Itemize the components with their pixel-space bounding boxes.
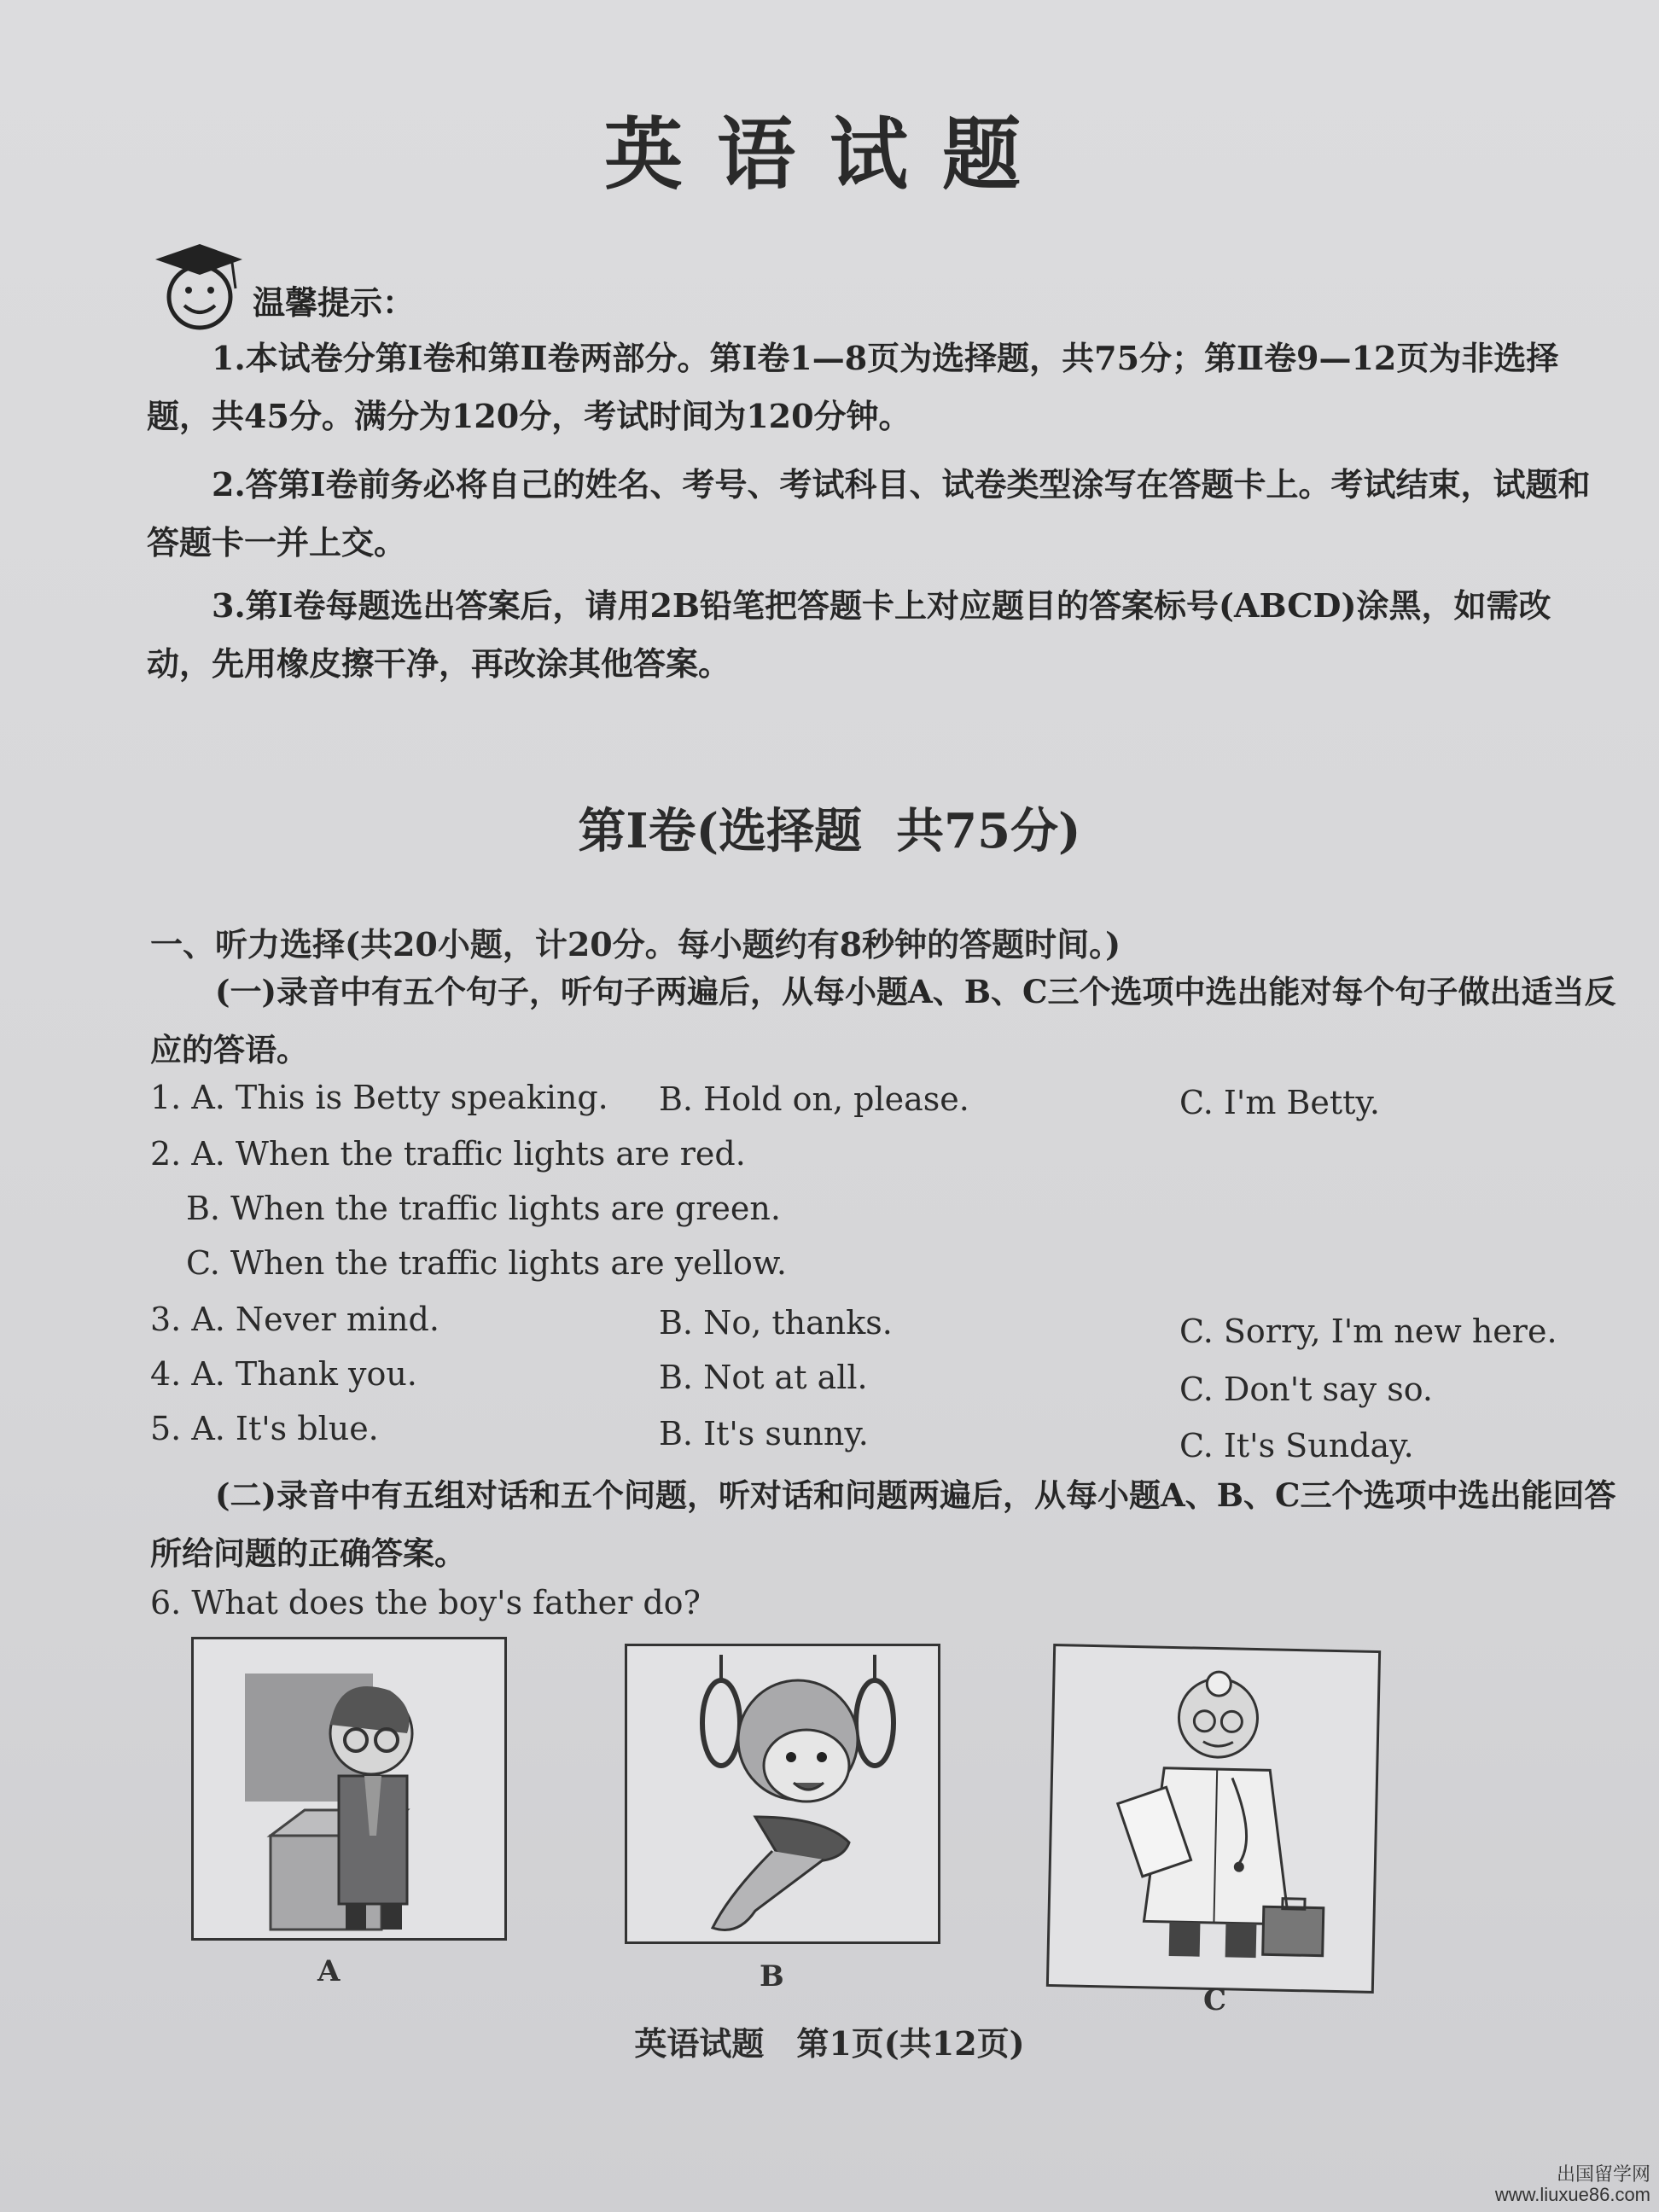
tip-item-1: 1.本试卷分第Ⅰ卷和第Ⅱ卷两部分。第Ⅰ卷1—8页为选择题，共75分；第Ⅱ卷9—12页为非选择题，共45分。满分为120分，考试时间为120分钟。 [147,339,1559,435]
q2-option-c: C. When the traffic lights are yellow. [186,1244,787,1282]
teacher-illustration [194,1639,504,1938]
q1-option-a: 1. A. This is Betty speaking. [150,1079,608,1116]
section-title-score: 共75分) [896,803,1081,859]
q6-picture-a[interactable] [191,1637,507,1941]
part1-instructions-1: (一)录音中有五个句子，听句子两遍后，从每小题A、B、C三个选项中选出能对每个句子做出适当反应的答语。 [150,973,1616,1068]
q6-question: 6. What does the boy's father do? [150,1584,701,1621]
q6-label-b: B [760,1959,784,1994]
page-footer: 英语试题 第1页(共12页) [634,2024,1025,2063]
site-watermark [1495,2164,1650,2205]
section-title-main: 第Ⅰ卷(选择题 [578,803,863,859]
smiley-graduate-icon [147,241,247,335]
q4-option-c: C. Don't say so. [1179,1371,1433,1408]
q5-option-a: 5. A. It's blue. [150,1410,379,1447]
q4-option-a: 4. A. Thank you. [150,1355,417,1393]
q3-option-b: B. No, thanks. [659,1304,893,1342]
watermark-name: 出国留学网 [1556,2163,1650,2185]
section-title [0,794,1659,862]
part1-heading: 一、听力选择(共20小题，计20分。每小题约有8秒钟的答题时间。) [150,925,1121,963]
tip-item-2: 2.答第Ⅰ卷前务必将自己的姓名、考号、考试科目、试卷类型涂写在答题卡上。考试结束，试题和答题卡一并上交。 [147,465,1591,562]
doctor-illustration [1049,1646,1378,1991]
tips-label: 温馨提示： [253,283,416,322]
q2-option-b: B. When the traffic lights are green. [186,1190,781,1227]
q6-picture-b[interactable] [625,1644,940,1944]
q3-option-c: C. Sorry, I'm new here. [1179,1313,1557,1350]
q1-option-c: C. I'm Betty. [1179,1084,1380,1121]
q5-option-c: C. It's Sunday. [1179,1427,1414,1464]
q2-option-a: 2. A. When the traffic lights are red. [150,1135,746,1173]
q6-picture-c[interactable] [1046,1644,1381,1994]
tip-item-3: 3.第Ⅰ卷每题选出答案后，请用2B铅笔把答题卡上对应题目的答案标号(ABCD)涂黑，如需改动，先用橡皮擦干净，再改涂其他答案。 [147,586,1551,683]
q6-label-c: C [1203,1983,1227,2017]
q4-option-b: B. Not at all. [659,1359,868,1396]
watermark-url: www.liuxue86.com [1494,2184,1650,2205]
q5-option-b: B. It's sunny. [659,1415,869,1452]
part1-instructions-2: (二)录音中有五组对话和五个问题，听对话和问题两遍后，从每小题A、B、C三个选项中选出能回答所给问题的正确答案。 [150,1476,1616,1572]
page-title: 英语试题 [603,108,1055,201]
q3-option-a: 3. A. Never mind. [150,1301,439,1338]
q1-option-b: B. Hold on, please. [659,1080,969,1118]
gymnast-illustration [627,1646,938,1941]
q6-label-a: A [317,1954,341,1988]
